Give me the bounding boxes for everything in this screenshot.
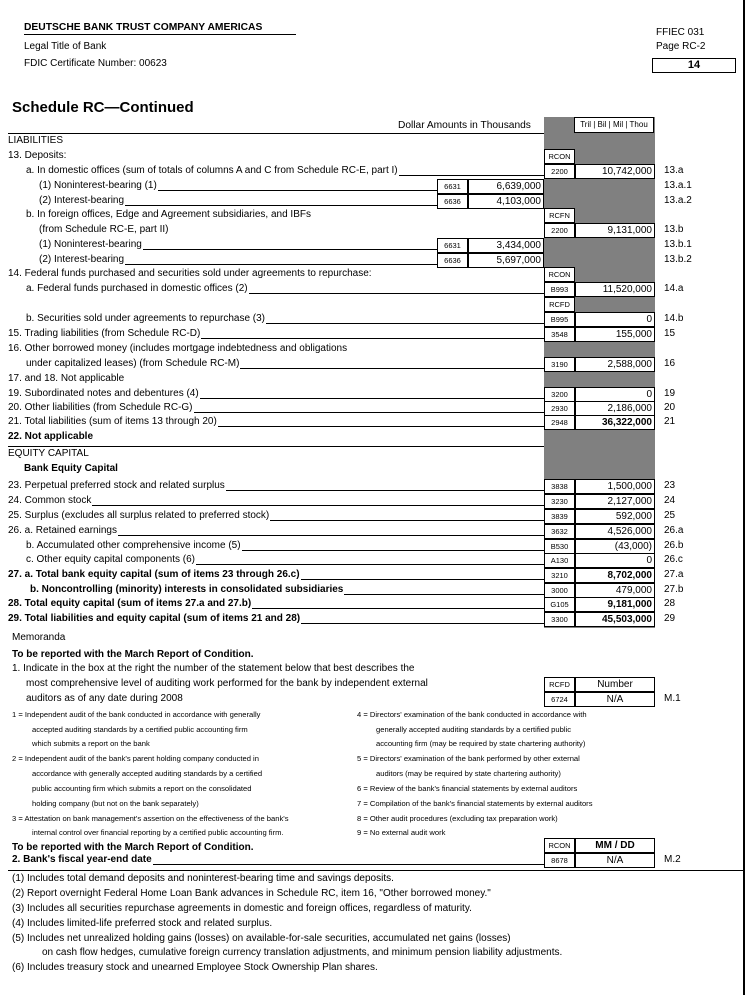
rcon-tag: RCON: [544, 838, 575, 853]
amount-field[interactable]: 4,526,000: [575, 524, 655, 539]
item-number: 21: [664, 416, 676, 427]
audit-option-2: 2 = Independent audit of the bank's parent holding company conducted in: [12, 754, 259, 763]
item-13a: [0, 164, 750, 179]
dollar-amounts-label: Dollar Amounts in Thousands: [398, 120, 531, 131]
amount-field[interactable]: 9,181,000: [575, 597, 655, 612]
item-25: [0, 509, 750, 524]
item-17-label: 17. and 18. Not applicable: [8, 373, 125, 384]
amount-field[interactable]: 4,103,000: [468, 194, 544, 209]
mdrm-code: 3190: [544, 357, 575, 372]
item-label: 25. Surplus (excludes all surplus related to preferred stock): [8, 510, 270, 521]
item-number: 13.b.2: [664, 254, 692, 265]
amount-field[interactable]: 11,520,000: [575, 282, 655, 297]
rcfd-tag: RCFD: [544, 297, 575, 312]
item-21: [0, 415, 750, 430]
audit-option-9: 9 = No external audit work: [357, 828, 446, 837]
mdrm-code: 3839: [544, 509, 575, 524]
amount-field[interactable]: 479,000: [575, 583, 655, 598]
mdrm-code: 2948: [544, 415, 575, 430]
footnote-3: (3) Includes all securities repurchase agreements in domestic and foreign offices, regardless of maturity.: [12, 903, 472, 914]
mdrm-code: 3300: [544, 612, 575, 627]
audit-option-4-cont: accounting firm (may be required by state chartering authority): [376, 739, 586, 748]
mdrm-code: G105: [544, 597, 575, 612]
audit-option-2-cont: public accounting firm which submits a report on the consolidated: [32, 784, 252, 793]
audit-option-8: 8 = Other audit procedures (excluding tax preparation work): [357, 814, 558, 823]
item-19: [0, 387, 750, 402]
rcon-tag: RCON: [544, 267, 575, 282]
item-number: 28: [664, 598, 676, 609]
item-16: [0, 357, 750, 372]
audit-level-field[interactable]: N/A: [575, 692, 655, 707]
item-28: [0, 597, 750, 612]
amount-field[interactable]: 45,503,000: [575, 612, 655, 627]
amount-field[interactable]: 0: [575, 312, 655, 327]
item-26a: [0, 524, 750, 539]
section-divider: [8, 133, 544, 134]
mdrm-code: A130: [544, 553, 575, 568]
item-13a2: [0, 194, 750, 209]
item-26c: [0, 553, 750, 568]
item-24: [0, 494, 750, 509]
page-ref: Page RC-2: [656, 41, 706, 52]
item-label: 21. Total liabilities (sum of items 13 through 20): [8, 416, 217, 427]
item-14a: [0, 282, 750, 297]
item-29: [0, 612, 750, 627]
mdrm-code: 6724: [544, 692, 575, 707]
item-m2: [0, 853, 750, 868]
m1-line-1: 1. Indicate in the box at the right the number of the statement below that best describes the: [12, 663, 415, 674]
number-header: Number: [575, 677, 655, 692]
mdrm-code: 6636: [437, 194, 468, 209]
item-label: 28. Total equity capital (sum of items 27.a and 27.b): [8, 598, 252, 609]
item-label: (2) Interest-bearing: [39, 254, 125, 265]
schedule-title: Schedule RC—Continued: [12, 99, 194, 116]
item-number: 14.b: [664, 313, 684, 324]
audit-option-4: 4 = Directors' examination of the bank conducted in accordance with: [357, 710, 587, 719]
amount-field[interactable]: 2,186,000: [575, 401, 655, 416]
item-number: 13.b: [664, 224, 684, 235]
item-number: 26.c: [664, 554, 683, 565]
item-label: 20. Other liabilities (from Schedule RC-G): [8, 402, 193, 413]
item-label: (from Schedule RC-E, part II): [39, 224, 169, 235]
section-bank-equity-capital: Bank Equity Capital: [24, 463, 118, 474]
item-label: 24. Common stock: [8, 495, 92, 506]
fdic-certificate: FDIC Certificate Number: 00623: [24, 58, 167, 69]
footnote-2: (2) Report overnight Federal Home Loan Bank advances in Schedule RC, item 16, "Other borrowed money.": [12, 888, 491, 899]
march-report-note-2: To be reported with the March Report of Condition.: [12, 842, 254, 853]
item-label: c. Other equity capital components (6): [26, 554, 195, 565]
audit-option-5-cont: auditors (may be required by state chartering authority): [376, 769, 561, 778]
item-number: 14.a: [664, 283, 684, 294]
item-number: M.1: [664, 693, 681, 704]
item-label: 29. Total liabilities and equity capital (sum of items 21 and 28): [8, 613, 301, 624]
fiscal-year-end-field[interactable]: N/A: [575, 853, 655, 868]
rcon-tag: RCON: [544, 149, 575, 164]
item-22-label: 22. Not applicable: [8, 431, 94, 442]
audit-option-5: 5 = Directors' examination of the bank performed by other external: [357, 754, 580, 763]
item-23: [0, 479, 750, 494]
m1-line-2: most comprehensive level of auditing work performed for the bank by independent external: [26, 678, 428, 689]
item-27b: [0, 583, 750, 598]
amount-field[interactable]: 2,588,000: [575, 357, 655, 372]
amount-field[interactable]: 9,131,000: [575, 223, 655, 238]
amount-field[interactable]: 0: [575, 387, 655, 402]
item-27a: [0, 568, 750, 583]
item-20: [0, 401, 750, 416]
mdrm-code: 3200: [544, 387, 575, 402]
bank-legal-title: DEUTSCHE BANK TRUST COMPANY AMERICAS: [24, 22, 296, 35]
amount-field[interactable]: 6,639,000: [468, 179, 544, 194]
rcfn-tag: RCFN: [544, 208, 575, 223]
audit-option-2-cont: accordance with generally accepted auditing standards by a certified: [32, 769, 263, 778]
rcfd-tag: RCFD: [544, 677, 575, 692]
audit-option-2-cont: holding company (but not on the bank separately): [32, 799, 199, 808]
mdrm-code: B993: [544, 282, 575, 297]
amount-field[interactable]: 8,702,000: [575, 568, 655, 583]
item-number: 19: [664, 388, 676, 399]
item-number: 27.a: [664, 569, 684, 580]
audit-option-7: 7 = Compilation of the bank's financial statements by external auditors: [357, 799, 593, 808]
mdrm-code: 2200: [544, 164, 575, 179]
audit-option-1-cont: which submits a report on the bank: [32, 739, 150, 748]
mdrm-code: B530: [544, 539, 575, 554]
amount-field[interactable]: 1,500,000: [575, 479, 655, 494]
amount-field[interactable]: 2,127,000: [575, 494, 655, 509]
item-label: (1) Noninterest-bearing (1): [39, 180, 157, 191]
item-label: b. Noncontrolling (minority) interests in consolidated subsidiaries: [30, 584, 344, 595]
item-label: b. Securities sold under agreements to repurchase (3): [26, 313, 266, 324]
item-14b: [0, 312, 750, 327]
mdrm-code: 3548: [544, 327, 575, 342]
item-number: 26.a: [664, 525, 684, 536]
mdrm-code: 2930: [544, 401, 575, 416]
item-label: 2. Bank's fiscal year-end date: [12, 854, 152, 865]
mdrm-code: 6636: [437, 253, 468, 268]
item-number: 13.a.2: [664, 195, 692, 206]
item-16-label: 16. Other borrowed money (includes mortgage indebtedness and obligations: [8, 343, 348, 354]
m1-line-3: auditors as of any date during 2008: [26, 693, 183, 704]
footnote-4: (4) Includes limited-life preferred stock and related surplus.: [12, 918, 273, 929]
item-15: [0, 327, 750, 342]
audit-option-1-cont: accepted auditing standards by a certified public accounting firm: [32, 725, 248, 734]
item-number: 13.b.1: [664, 239, 692, 250]
item-label: 23. Perpetual preferred stock and related surplus: [8, 480, 225, 491]
item-label: a. Federal funds purchased in domestic offices (2): [26, 283, 248, 294]
item-label: 27. a. Total bank equity capital (sum of items 23 through 26.c): [8, 569, 300, 580]
amount-field[interactable]: 5,697,000: [468, 253, 544, 268]
amount-field[interactable]: 10,742,000: [575, 164, 655, 179]
item-number: 20: [664, 402, 676, 413]
footnote-5-cont: on cash flow hedges, cumulative foreign currency translation adjustments, and minimum pension liability adjustments.: [42, 947, 563, 958]
item-label: a. In domestic offices (sum of totals of columns A and C from Schedule RC-E, part I): [26, 165, 398, 176]
item-number: 29: [664, 613, 676, 624]
item-13-label: 13. Deposits:: [8, 150, 67, 161]
item-13b1: [0, 238, 750, 253]
item-number: 16: [664, 358, 676, 369]
item-number: 23: [664, 480, 676, 491]
mdrm-code: 6631: [437, 179, 468, 194]
mdrm-code: 3632: [544, 524, 575, 539]
item-label: under capitalized leases) (from Schedule RC-M): [26, 358, 240, 369]
audit-option-1: 1 = Independent audit of the bank conducted in accordance with generally: [12, 710, 261, 719]
item-number: 15: [664, 328, 676, 339]
mdrm-code: 6631: [437, 238, 468, 253]
mdrm-code: 3838: [544, 479, 575, 494]
memoranda-heading: Memoranda: [12, 632, 66, 643]
audit-option-3-cont: internal control over financial reporting by a certified public accounting firm.: [32, 828, 284, 837]
footnote-5: (5) Includes net unrealized holding gains (losses) on available-for-sale securities, accumulated net gains (losses): [12, 933, 511, 944]
item-number: M.2: [664, 854, 681, 865]
column-header: Tril | Bil | Mil | Thou: [574, 117, 654, 133]
item-13b-label: b. In foreign offices, Edge and Agreement subsidiaries, and IBFs: [26, 209, 311, 220]
mmdd-header: MM / DD: [575, 838, 655, 853]
audit-option-3: 3 = Attestation on bank management's assertion on the effectiveness of the bank's: [12, 814, 289, 823]
amount-field[interactable]: 155,000: [575, 327, 655, 342]
item-label: (2) Interest-bearing: [39, 195, 125, 206]
item-label: 26. a. Retained earnings: [8, 525, 117, 536]
item-label: 15. Trading liabilities (from Schedule RC-D): [8, 328, 201, 339]
audit-option-6: 6 = Review of the bank's financial statements by external auditors: [357, 784, 578, 793]
item-number: 24: [664, 495, 676, 506]
mdrm-code: B995: [544, 312, 575, 327]
audit-option-4-cont: generally accepted auditing standards by a certified public: [376, 725, 572, 734]
amount-field[interactable]: (43,000): [575, 539, 655, 554]
item-26b: [0, 539, 750, 554]
march-report-note: To be reported with the March Report of Condition.: [12, 649, 254, 660]
page-number: 14: [652, 58, 736, 73]
item-14-label: 14. Federal funds purchased and securities sold under agreements to repurchase:: [8, 268, 372, 279]
item-number: 13.a: [664, 165, 684, 176]
mdrm-code: 3230: [544, 494, 575, 509]
legal-title-label: Legal Title of Bank: [24, 41, 107, 52]
item-label: (1) Noninterest-bearing: [39, 239, 142, 250]
form-id: FFIEC 031: [656, 27, 705, 38]
item-number: 26.b: [664, 540, 684, 551]
item-label: 19. Subordinated notes and debentures (4): [8, 388, 199, 399]
mdrm-code: 3000: [544, 583, 575, 598]
amount-field[interactable]: 592,000: [575, 509, 655, 524]
item-13b: [0, 223, 750, 238]
mdrm-code: 3210: [544, 568, 575, 583]
mdrm-code: 8678: [544, 853, 575, 868]
section-equity-capital: EQUITY CAPITAL: [8, 448, 89, 459]
footnote-1: (1) Includes total demand deposits and noninterest-bearing time and savings deposits.: [12, 873, 394, 884]
footnote-divider: [8, 870, 744, 871]
item-number: 13.a.1: [664, 180, 692, 191]
section-liabilities: LIABILITIES: [8, 135, 64, 146]
item-number: 27.b: [664, 584, 684, 595]
amount-field[interactable]: 0: [575, 553, 655, 568]
item-13b2: [0, 253, 750, 268]
item-label: b. Accumulated other comprehensive income (5): [26, 540, 241, 551]
footnote-6: (6) Includes treasury stock and unearned Employee Stock Ownership Plan shares.: [12, 962, 378, 973]
mdrm-code: 2200: [544, 223, 575, 238]
item-13a1: [0, 179, 750, 194]
item-number: 25: [664, 510, 676, 521]
amount-field[interactable]: 36,322,000: [575, 415, 655, 430]
amount-field[interactable]: 3,434,000: [468, 238, 544, 253]
